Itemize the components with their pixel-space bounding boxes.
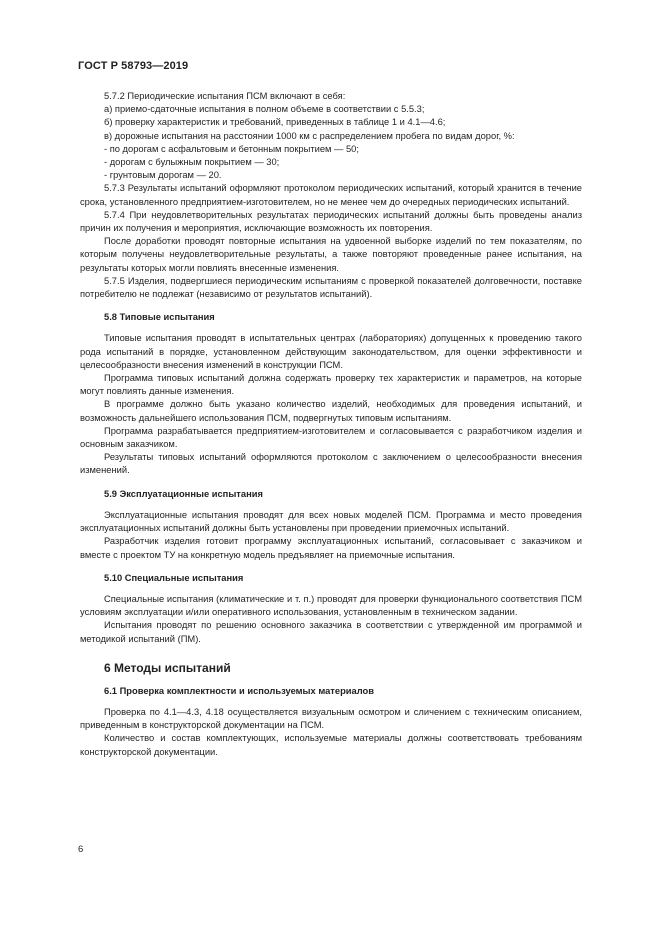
road-item-cobblestone: - дорогам с булыжным покрытием — 30; [104,157,280,168]
list-item-b: б) проверку характеристик и требований, приведенных в таблице 1 и 4.1—4.6; [104,117,446,128]
paragraph-5-8-3: В программе должно быть указано количество изделий, необходимых для проведения испытаний, и возможность дальнейшего использования ПСМ, подвергнутых типовым испытаниям. [80,399,582,423]
heading-6: 6 Методы испытаний [104,660,231,675]
paragraph-5-10-2: Испытания проводят по решению основного заказчика в соответствии с утвержденной им программой и методикой испытаний (ПМ). [80,620,582,644]
paragraph-6-1-2: Количество и состав комплектующих, используемые материалы должны соответствовать требованиям конструкторской документации. [80,733,582,757]
heading-5-10: 5.10 Специальные испытания [104,572,244,583]
paragraph-5-9-2: Разработчик изделия готовит программу эксплуатационных испытаний, согласовывает с заказчиком и вместе с проектом ТУ на конкретную модель предъявляет на приемочные испытания. [80,536,582,560]
paragraph-5-9-1: Эксплуатационные испытания проводят для всех новых моделей ПСМ. Программа и место проведения эксплуатационных испытаний должны быть установлены при проведении приемочных испытаний. [80,509,582,534]
list-item-a: а) приемо-сдаточные испытания в полном объеме в соответствии с 5.5.3; [104,104,425,115]
road-item-dirt: - грунтовым дорогам — 20. [104,170,222,181]
list-item-v: в) дорожные испытания на расстоянии 1000 км с распределением пробега по видам дорог, %: [104,130,515,141]
paragraph-5-8-2: Программа типовых испытаний должна содержать проверку тех характеристик и параметров, на которые могут повлиять данные изменения. [80,373,582,397]
paragraph-5-7-3: 5.7.3 Результаты испытаний оформляют протоколом периодических испытаний, который хранится в течение срока, установленного предприятием-изготовителем, но не менее чем до очередных периодических испытаний. [80,183,582,207]
paragraph-5-7-5: 5.7.5 Изделия, подвергшиеся периодическим испытаниям с проверкой показателей долговечности, поставке потребителю не подлежат (независимо от результатов испытаний). [80,275,582,300]
road-item-asphalt: - по дорогам с асфальтовым и бетонным покрытием — 50; [104,143,359,154]
document-body [80,90,582,759]
heading-5-8: 5.8 Типовые испытания [104,312,215,323]
paragraph-5-7-4: 5.7.4 При неудовлетворительных результатах периодических испытаний должны быть проведены анализ причин их получения и мероприятия, исключающие возможность их повторения. [80,209,582,234]
heading-6-1: 6.1 Проверка комплектности и используемых материалов [104,685,374,696]
paragraph-6-1-1: Проверка по 4.1—4.3, 4.18 осуществляется визуальным осмотром и сличением с техническим описанием, приведенным в конструкторской документации на ПСМ. [80,706,582,731]
paragraph-5-8-4: Программа разрабатывается предприятием-изготовителем и согласовывается с разработчиком изделия и основным заказчиком. [80,425,582,450]
paragraph-5-10-1: Специальные испытания (климатические и т. п.) проводят для проверки функционального соответствия ПСМ условиям эксплуатации и/или оперативного использования, установленным в техническом задании. [80,593,582,618]
heading-5-9: 5.9 Эксплуатационные испытания [104,488,263,499]
paragraph-5-8-1: Типовые испытания проводят в испытательных центрах (лабораториях) допущенных к проведению такого рода испытаний в порядке, установленном действующим законодательством, для оценки эффективности и целесообразности внесения изменений в конструкции ПСМ. [80,333,582,370]
paragraph-5-7-2: 5.7.2 Периодические испытания ПСМ включают в себя: [104,91,346,101]
page-number: 6 [78,844,84,855]
paragraph-5-8-5: Результаты типовых испытаний оформляются протоколом с заключением о целесообразности внесения изменений. [80,452,582,476]
paragraph-5-7-4-retest: После доработки проводят повторные испытания на удвоенной выборке изделий по тем показателям, по которым получены неудовлетворительные результаты, а также повторяют проведенные ранее испытания, на результаты которых могли повлиять внесенные изменения. [80,236,582,273]
document-header: ГОСТ Р 58793—2019 [78,60,189,72]
